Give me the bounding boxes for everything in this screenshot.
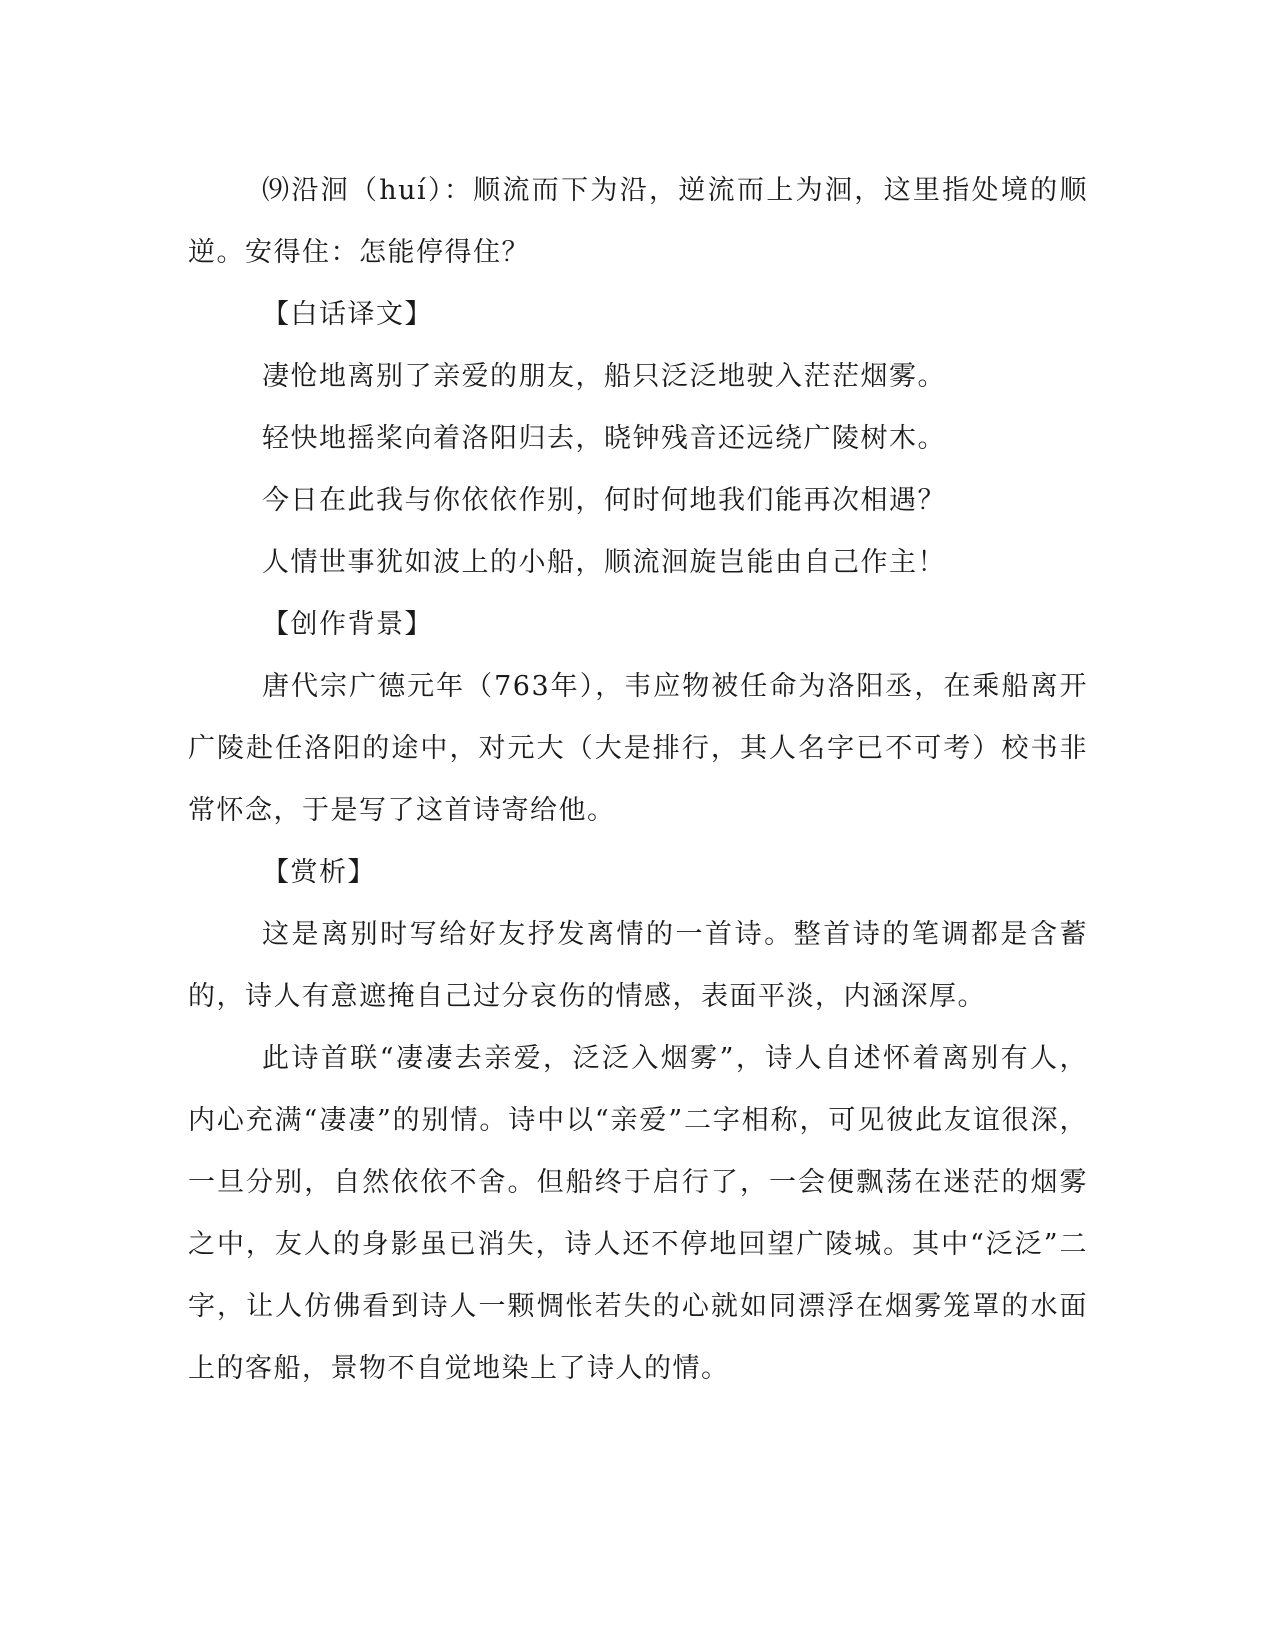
footnote-9: ⑼沿洄（huí）：顺流而下为沿，逆流而上为洄，这里指处境的顺逆。安得住：怎能停得住？ [188, 175, 1088, 268]
translation-line: 凄怆地离别了亲爱的朋友，船只泛泛地驶入茫茫烟雾。 [262, 361, 946, 392]
translation-line: 轻快地摇桨向着洛阳归去，晓钟残音还远绕广陵树木。 [262, 423, 946, 454]
background-paragraph: 唐代宗广德元年（763年），韦应物被任命为洛阳丞，在乘船离开广陵赴任洛阳的途中，对元大（大是排行，其人名字已不可考）校书非常怀念，于是写了这首诗寄给他。 [188, 671, 1088, 826]
translation-line: 今日在此我与你依依作别，何时何地我们能再次相遇？ [262, 485, 946, 516]
analysis-heading: 【赏析】 [262, 857, 376, 888]
translation-line: 人情世事犹如波上的小船，顺流洄旋岂能由自己作主！ [262, 547, 946, 578]
document-page [188, 160, 1088, 1400]
background-heading: 【创作背景】 [262, 609, 433, 640]
translation-heading: 【白话译文】 [262, 299, 433, 330]
analysis-paragraph: 这是离别时写给好友抒发离情的一首诗。整首诗的笔调都是含蓄的，诗人有意遮掩自己过分哀伤的情感，表面平淡，内涵深厚。 [188, 919, 1088, 1012]
analysis-paragraph: 此诗首联“凄凄去亲爱，泛泛入烟雾”，诗人自述怀着离别有人，内心充满“凄凄”的别情。诗中以“亲爱”二字相称，可见彼此友谊很深，一旦分别，自然依依不舍。但船终于启行了，一会便飘荡在迷茫的烟雾之中，友人的身影虽已消失，诗人还不停地回望广陵城。其中“泛泛”二字，让人仿佛看到诗人一颗惆怅若失的心就如同漂浮在烟雾笼罩的水面上的客船，景物不自觉地染上了诗人的情。 [188, 1043, 1088, 1384]
